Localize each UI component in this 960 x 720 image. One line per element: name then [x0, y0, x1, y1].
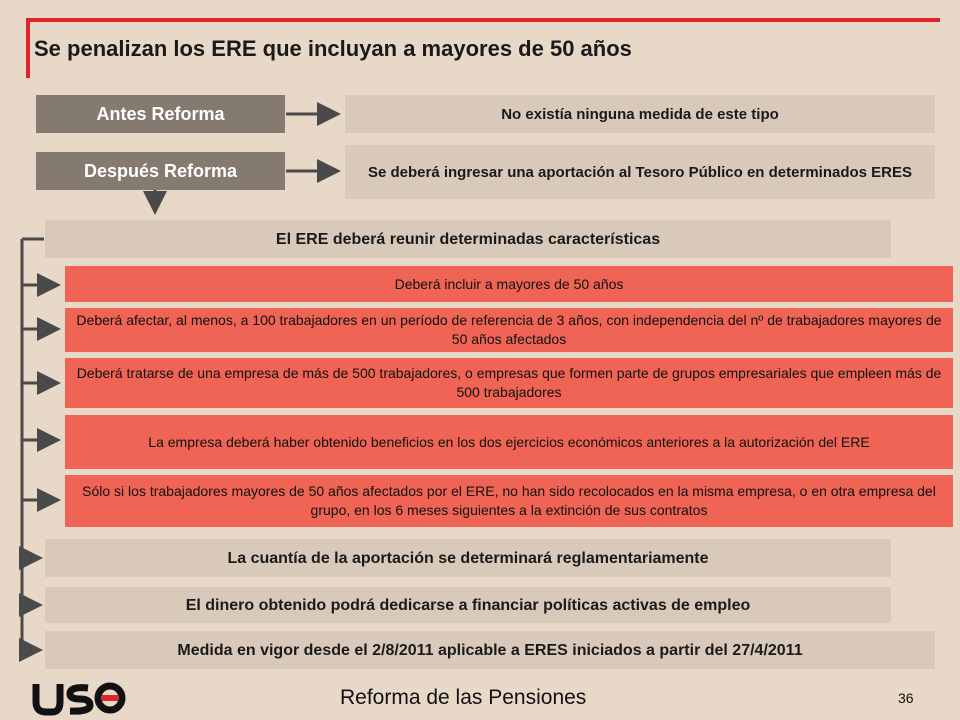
page-number: 36 [898, 690, 914, 706]
after-reform-text: Se deberá ingresar una aportación al Tesoro Público en determinados ERES [345, 145, 935, 199]
requirement-item: Deberá afectar, al menos, a 100 trabajadores en un período de referencia de 3 años, con independencia del nº de trabajadores mayores de 50 años afectados [65, 308, 953, 352]
requirement-item: Deberá tratarse de una empresa de más de 500 trabajadores, o empresas que formen parte de grupos empresariales que empleen más de 500 trabajadores [65, 358, 953, 408]
requirement-item: La empresa deberá haber obtenido beneficios en los dos ejercicios económicos anteriores a la autorización del ERE [65, 415, 953, 469]
in-force-text: Medida en vigor desde el 2/8/2011 aplicable a ERES iniciados a partir del 27/4/2011 [45, 631, 935, 669]
amount-text: La cuantía de la aportación se determinará reglamentariamente [45, 539, 891, 577]
characteristics-heading: El ERE deberá reunir determinadas características [45, 220, 891, 258]
before-reform-label: Antes Reforma [36, 95, 285, 133]
after-reform-label: Después Reforma [36, 152, 285, 190]
footer-title: Reforma de las Pensiones [340, 686, 587, 709]
before-reform-text: No existía ninguna medida de este tipo [345, 95, 935, 133]
page-title: Se penalizan los ERE que incluyan a mayores de 50 años [34, 36, 632, 61]
uso-logo [30, 680, 126, 716]
requirement-item: Deberá incluir a mayores de 50 años [65, 266, 953, 302]
requirement-item: Sólo si los trabajadores mayores de 50 años afectados por el ERE, no han sido recolocados en la misma empresa, o en otra empresa del grupo, en los 6 meses siguientes a la extinción de sus contratos [65, 475, 953, 527]
money-use-text: El dinero obtenido podrá dedicarse a financiar políticas activas de empleo [45, 587, 891, 623]
